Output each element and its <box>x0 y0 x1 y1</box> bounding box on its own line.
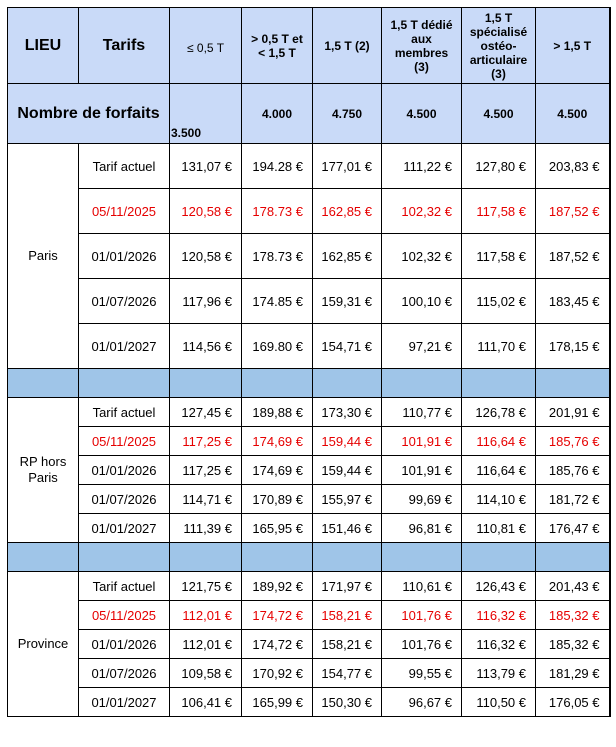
price-cell: 102,32 € <box>382 189 462 234</box>
header-col-6: > 1,5 T <box>536 8 610 84</box>
price-cell: 116,32 € <box>462 601 536 630</box>
row-label: 01/07/2026 <box>79 279 170 324</box>
row-label: 01/01/2026 <box>79 456 170 485</box>
table-row <box>8 659 610 688</box>
row-label: Tarif actuel <box>79 398 170 427</box>
price-cell: 116,32 € <box>462 630 536 659</box>
price-cell: 97,21 € <box>382 324 462 369</box>
row-label: 01/07/2026 <box>79 659 170 688</box>
separator-cell <box>8 543 79 572</box>
table-row-highlight <box>8 601 610 630</box>
price-cell: 201,91 € <box>536 398 610 427</box>
price-cell: 171,97 € <box>313 572 382 601</box>
separator-cell <box>79 543 170 572</box>
header-lieu: LIEU <box>8 8 79 84</box>
table-row <box>8 324 610 369</box>
price-cell: 159,44 € <box>313 456 382 485</box>
forfaits-value: 4.500 <box>382 84 462 144</box>
row-label: Tarif actuel <box>79 144 170 189</box>
row-label: 01/01/2026 <box>79 234 170 279</box>
price-cell: 127,45 € <box>170 398 242 427</box>
price-cell: 162,85 € <box>313 189 382 234</box>
location-rp-hors-paris: RP hors Paris <box>8 398 79 543</box>
separator-cell <box>382 543 462 572</box>
price-cell: 155,97 € <box>313 485 382 514</box>
price-cell: 177,01 € <box>313 144 382 189</box>
price-cell: 117,25 € <box>170 427 242 456</box>
price-cell: 116,64 € <box>462 456 536 485</box>
price-cell: 96,67 € <box>382 688 462 717</box>
price-cell: 158,21 € <box>313 601 382 630</box>
price-cell: 116,64 € <box>462 427 536 456</box>
price-cell: 112,01 € <box>170 601 242 630</box>
price-cell: 110,81 € <box>462 514 536 543</box>
price-cell: 185,76 € <box>536 456 610 485</box>
price-cell: 165,95 € <box>242 514 313 543</box>
price-cell: 114,56 € <box>170 324 242 369</box>
price-cell: 112,01 € <box>170 630 242 659</box>
price-cell: 114,71 € <box>170 485 242 514</box>
forfaits-value: 4.750 <box>313 84 382 144</box>
price-cell: 170,92 € <box>242 659 313 688</box>
price-cell: 194.28 € <box>242 144 313 189</box>
price-cell: 101,91 € <box>382 456 462 485</box>
separator-cell <box>462 543 536 572</box>
price-cell: 120,58 € <box>170 234 242 279</box>
price-cell: 187,52 € <box>536 189 610 234</box>
price-cell: 174.85 € <box>242 279 313 324</box>
price-cell: 159,44 € <box>313 427 382 456</box>
price-cell: 203,83 € <box>536 144 610 189</box>
price-cell: 162,85 € <box>313 234 382 279</box>
table-row <box>8 485 610 514</box>
price-cell: 102,32 € <box>382 234 462 279</box>
price-cell: 151,46 € <box>313 514 382 543</box>
separator-row <box>8 543 610 572</box>
price-cell: 113,79 € <box>462 659 536 688</box>
separator-cell <box>170 543 242 572</box>
price-cell: 185,32 € <box>536 601 610 630</box>
separator-cell <box>242 369 313 398</box>
separator-cell <box>170 369 242 398</box>
table-row <box>8 630 610 659</box>
table-row <box>8 144 610 189</box>
table-row-highlight <box>8 427 610 456</box>
price-cell: 117,96 € <box>170 279 242 324</box>
forfaits-value: 4.500 <box>462 84 536 144</box>
header-col-1: ≤ 0,5 T <box>170 8 242 84</box>
price-cell: 117,58 € <box>462 234 536 279</box>
price-cell: 96,81 € <box>382 514 462 543</box>
location-province: Province <box>8 572 79 717</box>
price-cell: 101,76 € <box>382 601 462 630</box>
price-cell: 117,25 € <box>170 456 242 485</box>
price-cell: 170,89 € <box>242 485 313 514</box>
table-row <box>8 572 610 601</box>
price-cell: 176,05 € <box>536 688 610 717</box>
price-cell: 127,80 € <box>462 144 536 189</box>
row-label: Tarif actuel <box>79 572 170 601</box>
price-cell: 111,22 € <box>382 144 462 189</box>
price-cell: 109,58 € <box>170 659 242 688</box>
price-cell: 110,50 € <box>462 688 536 717</box>
row-label: 01/01/2026 <box>79 630 170 659</box>
row-label: 01/01/2027 <box>79 688 170 717</box>
separator-cell <box>462 369 536 398</box>
row-label: 05/11/2025 <box>79 601 170 630</box>
location-paris: Paris <box>8 144 79 369</box>
price-cell: 189,92 € <box>242 572 313 601</box>
price-cell: 181,72 € <box>536 485 610 514</box>
forfaits-value: 4.000 <box>242 84 313 144</box>
price-cell: 106,41 € <box>170 688 242 717</box>
separator-cell <box>242 543 313 572</box>
price-cell: 110,77 € <box>382 398 462 427</box>
price-cell: 101,91 € <box>382 427 462 456</box>
price-cell: 165,99 € <box>242 688 313 717</box>
table-row-highlight <box>8 189 610 234</box>
header-col-3: 1,5 T (2) <box>313 8 382 84</box>
separator-cell <box>313 543 382 572</box>
separator-row <box>8 369 610 398</box>
table-row <box>8 514 610 543</box>
price-cell: 101,76 € <box>382 630 462 659</box>
price-cell: 159,31 € <box>313 279 382 324</box>
table-row <box>8 279 610 324</box>
separator-cell <box>382 369 462 398</box>
price-cell: 100,10 € <box>382 279 462 324</box>
price-cell: 120,58 € <box>170 189 242 234</box>
price-cell: 178.73 € <box>242 189 313 234</box>
price-cell: 114,10 € <box>462 485 536 514</box>
separator-cell <box>536 369 610 398</box>
price-cell: 131,07 € <box>170 144 242 189</box>
table-row <box>8 234 610 279</box>
row-label: 01/01/2027 <box>79 514 170 543</box>
price-cell: 110,61 € <box>382 572 462 601</box>
price-cell: 178,15 € <box>536 324 610 369</box>
price-cell: 169.80 € <box>242 324 313 369</box>
price-cell: 176,47 € <box>536 514 610 543</box>
price-cell: 154,77 € <box>313 659 382 688</box>
header-col-4: 1,5 T dédié aux membres (3) <box>382 8 462 84</box>
row-label: 05/11/2025 <box>79 427 170 456</box>
forfaits-label: Nombre de forfaits <box>8 84 170 144</box>
price-cell: 174,72 € <box>242 630 313 659</box>
price-cell: 178.73 € <box>242 234 313 279</box>
table-row <box>8 456 610 485</box>
price-cell: 99,55 € <box>382 659 462 688</box>
price-cell: 126,78 € <box>462 398 536 427</box>
forfaits-value: 4.500 <box>536 84 610 144</box>
price-cell: 183,45 € <box>536 279 610 324</box>
price-cell: 158,21 € <box>313 630 382 659</box>
price-cell: 181,29 € <box>536 659 610 688</box>
price-cell: 99,69 € <box>382 485 462 514</box>
price-cell: 111,70 € <box>462 324 536 369</box>
table-row <box>8 688 610 717</box>
separator-cell <box>8 369 79 398</box>
price-cell: 174,72 € <box>242 601 313 630</box>
table-row <box>8 398 610 427</box>
row-label: 05/11/2025 <box>79 189 170 234</box>
price-cell: 111,39 € <box>170 514 242 543</box>
header-col-5: 1,5 T spécialisé ostéo-articulaire (3) <box>462 8 536 84</box>
price-cell: 189,88 € <box>242 398 313 427</box>
price-cell: 187,52 € <box>536 234 610 279</box>
price-cell: 174,69 € <box>242 427 313 456</box>
header-tarifs: Tarifs <box>79 8 170 84</box>
separator-cell <box>79 369 170 398</box>
price-cell: 115,02 € <box>462 279 536 324</box>
price-cell: 126,43 € <box>462 572 536 601</box>
tarifs-table <box>7 7 611 717</box>
header-col-2: > 0,5 T et < 1,5 T <box>242 8 313 84</box>
row-label: 01/07/2026 <box>79 485 170 514</box>
price-cell: 173,30 € <box>313 398 382 427</box>
row-label: 01/01/2027 <box>79 324 170 369</box>
price-cell: 150,30 € <box>313 688 382 717</box>
price-cell: 174,69 € <box>242 456 313 485</box>
separator-cell <box>536 543 610 572</box>
forfaits-value: 3.500 <box>170 84 242 144</box>
price-cell: 185,76 € <box>536 427 610 456</box>
separator-cell <box>313 369 382 398</box>
price-cell: 185,32 € <box>536 630 610 659</box>
price-cell: 154,71 € <box>313 324 382 369</box>
price-cell: 117,58 € <box>462 189 536 234</box>
price-cell: 121,75 € <box>170 572 242 601</box>
price-cell: 201,43 € <box>536 572 610 601</box>
